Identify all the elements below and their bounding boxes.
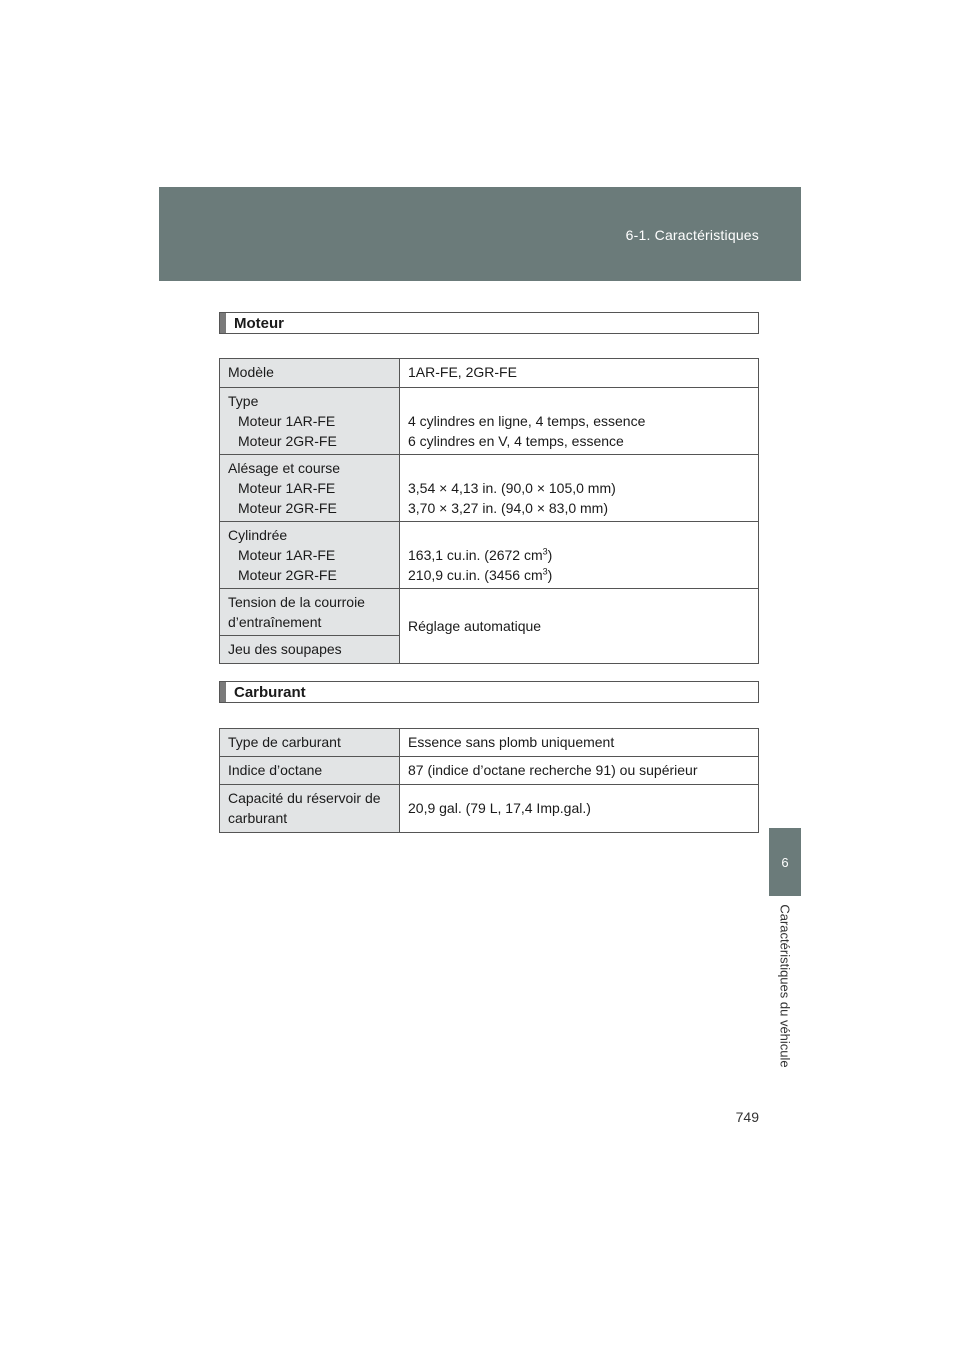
table-row	[220, 359, 759, 388]
header-band	[159, 187, 801, 281]
section-title: 6-1. Caractéristiques	[625, 227, 759, 243]
table-row	[220, 729, 759, 757]
chapter-tab	[769, 828, 801, 896]
cylindree-value: 163,1 cu.in. (2672 $cm^3$) 210,9 cu.in. (3456 $cm^3$)	[400, 522, 759, 589]
chapter-number: 6	[781, 854, 789, 870]
carburant-heading-text: Carburant	[234, 683, 306, 701]
jeu-label: Jeu des soupapes	[220, 636, 400, 664]
table-row	[220, 388, 759, 455]
moteur-table	[219, 358, 759, 664]
table-row	[220, 757, 759, 785]
type-label: Type Moteur 1AR-FE Moteur 2GR-FE	[220, 388, 400, 455]
alesage-label: Alésage et course Moteur 1AR-FE Moteur 2GR-FE	[220, 455, 400, 522]
page-number: 749	[735, 1109, 759, 1125]
capacite-label: Capacité du réservoir de carburant	[220, 785, 400, 833]
reglage-value: Réglage automatique	[400, 589, 759, 664]
carburant-table	[219, 728, 759, 833]
type-carburant-label: Type de carburant	[220, 729, 400, 757]
heading-bar	[220, 313, 226, 333]
modele-label: Modèle	[220, 359, 400, 388]
alesage-value: 3,54 × 4,13 in. (90,0 × 105,0 mm) 3,70 × 3,27 in. (94,0 × 83,0 mm)	[400, 455, 759, 522]
table-row	[220, 785, 759, 833]
cylindree-label: Cylindrée Moteur 1AR-FE Moteur 2GR-FE	[220, 522, 400, 589]
indice-value: 87 (indice d’octane recherche 91) ou supérieur	[400, 757, 759, 785]
type-value: 4 cylindres en ligne, 4 temps, essence 6 cylindres en V, 4 temps, essence	[400, 388, 759, 455]
chapter-label: Caractéristiques du véhicule	[777, 904, 793, 1068]
type-carburant-value: Essence sans plomb uniquement	[400, 729, 759, 757]
table-row	[220, 455, 759, 522]
modele-value: 1AR-FE, 2GR-FE	[400, 359, 759, 388]
table-row	[220, 522, 759, 589]
heading-bar	[220, 682, 226, 702]
moteur-heading	[219, 312, 759, 334]
moteur-heading-text: Moteur	[234, 314, 284, 332]
indice-label: Indice d’octane	[220, 757, 400, 785]
tension-label: Tension de la courroie d’entraînement	[220, 589, 400, 636]
capacite-value: 20,9 gal. (79 L, 17,4 Imp.gal.)	[400, 785, 759, 833]
table-row	[220, 589, 759, 636]
carburant-heading	[219, 681, 759, 703]
